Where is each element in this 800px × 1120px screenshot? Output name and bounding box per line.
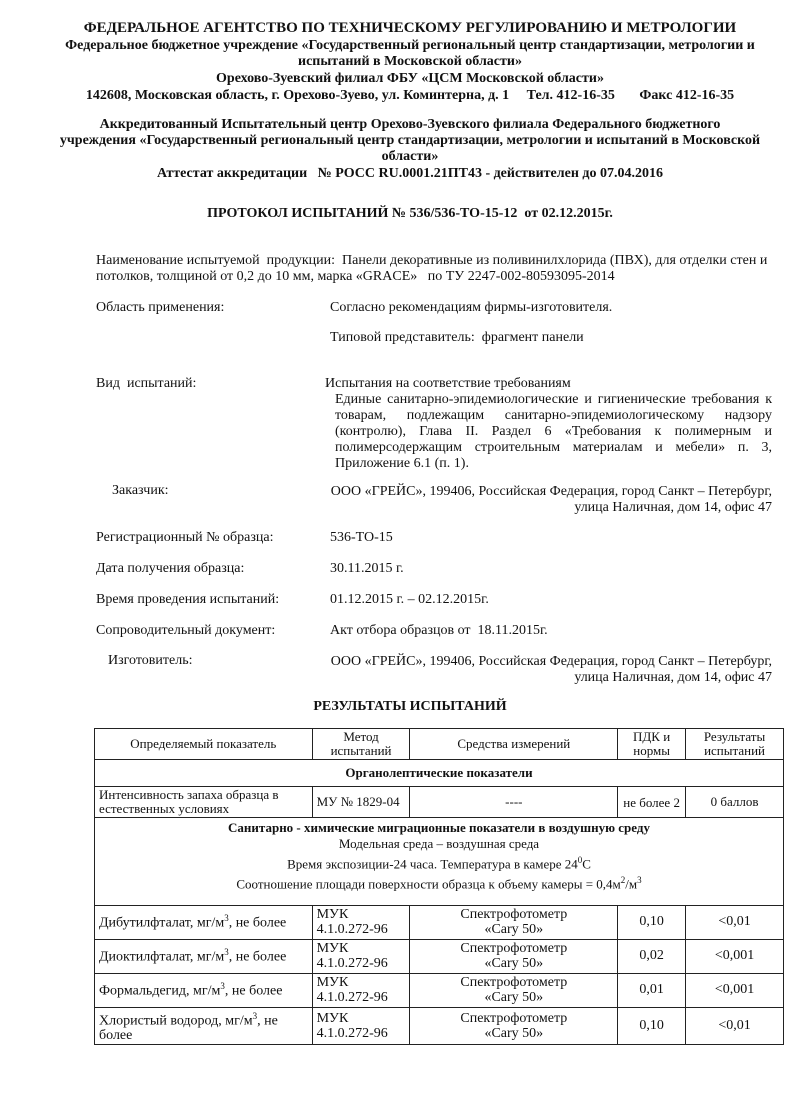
- period-value: 01.12.2015 г. – 02.12.2015г.: [330, 592, 489, 607]
- maker-value-1: ООО «ГРЕЙС», 199406, Российская Федерация, город Санкт – Петербург,: [330, 654, 772, 669]
- section-migration-ratio: [99, 872, 779, 892]
- exposure-text: Время экспозиции-24 часа. Температура в камере 24: [287, 856, 578, 872]
- cell-indicator: [95, 1007, 313, 1045]
- accreditation-line: Аттестат аккредитации № РОСС RU.0001.21ПТ43 - действителен до 07.04.2016: [157, 166, 663, 181]
- cell-means: [410, 973, 618, 1007]
- cell-method: МУК 4.1.0.272-96: [312, 973, 410, 1007]
- cell-method: МУ № 1829-04: [312, 787, 410, 818]
- means-line-1: Спектрофотометр: [460, 1010, 568, 1026]
- test-type-label: Вид испытаний:: [96, 376, 197, 391]
- ratio-sup-1: 2: [620, 875, 626, 886]
- table-row: [95, 973, 784, 1007]
- cell-result: <0,001: [686, 973, 784, 1007]
- means-line-2: «Cary 50»: [484, 1025, 544, 1041]
- reg-value: 536-ТО-15: [330, 530, 393, 545]
- institution-line-1: Федеральное бюджетное учреждение «Государственный региональный центр стандартизации, метрологии и: [65, 38, 755, 53]
- degree-sup: 0: [577, 855, 583, 865]
- product-line-2: потолков, толщиной от 0,2 до 10 мм, марка «GRACE» по ТУ 2247-002-80593095-2014: [96, 269, 615, 284]
- ratio-slash: /м: [625, 876, 638, 892]
- branch-fax: Факс 412-16-35: [639, 88, 735, 103]
- indicator-suffix: , не более: [224, 983, 283, 999]
- lab-line-3: области»: [381, 149, 439, 164]
- section-organoleptic: Органолептические показатели: [95, 760, 784, 787]
- indicator-suffix: , не более: [228, 949, 287, 965]
- period-label: Время проведения испытаний:: [96, 592, 280, 607]
- agency-title: ФЕДЕРАЛЬНОЕ АГЕНТСТВО ПО ТЕХНИЧЕСКОМУ РЕГУЛИРОВАНИЮ И МЕТРОЛОГИИ: [83, 20, 737, 36]
- doc-label: Сопроводительный документ:: [96, 623, 276, 638]
- maker-value-2: улица Наличная, дом 14, офис 47: [574, 670, 772, 685]
- cell-result: <0,01: [686, 1007, 784, 1045]
- cell-indicator: Интенсивность запаха образца в естественных условиях: [95, 787, 313, 818]
- unit-sup: 3: [252, 1010, 258, 1021]
- indicator-suffix: , не более: [228, 915, 287, 931]
- reg-label: Регистрационный № образца:: [96, 530, 274, 545]
- header-indicator: Определяемый показатель: [95, 729, 313, 760]
- cell-means: [410, 939, 618, 973]
- cell-means: [410, 1007, 618, 1045]
- section-migration-title: Санитарно - химические миграционные показатели в воздушную среду: [228, 820, 650, 835]
- received-label: Дата получения образца:: [96, 561, 245, 576]
- header-result: Результаты испытаний: [686, 729, 784, 760]
- unit-sup: 3: [220, 980, 225, 991]
- product-line-1: Наименование испытуемой продукции: Панели декоративные из поливинилхлорида (ПВХ), для отделки стен и: [96, 253, 768, 268]
- means-line-2: «Cary 50»: [484, 922, 544, 938]
- institution-line-2: испытаний в Московской области»: [298, 54, 522, 69]
- cell-indicator: [95, 939, 313, 973]
- cell-method: МУК 4.1.0.272-96: [312, 939, 410, 973]
- means-line-1: Спектрофотометр: [460, 907, 568, 923]
- header-means: Средства измерений: [410, 729, 618, 760]
- cell-limit: 0,10: [618, 1007, 686, 1045]
- table-row: [95, 1007, 784, 1045]
- received-value: 30.11.2015 г.: [330, 561, 404, 576]
- maker-label: Изготовитель:: [108, 653, 193, 668]
- section-migration-exposure: [99, 852, 779, 872]
- indicator-suffix: , не более: [99, 1013, 278, 1044]
- area-label: Область применения:: [96, 300, 225, 315]
- lab-line-2: учреждения «Государственный региональный центр стандартизации, метрологии и испытаний в Московской: [59, 133, 761, 148]
- section-row: [95, 760, 784, 787]
- indicator-text: Формальдегид, мг/м: [99, 983, 221, 999]
- cell-method: МУК 4.1.0.272-96: [312, 905, 410, 939]
- header-method: Метод испытаний: [312, 729, 410, 760]
- table-header-row: [95, 729, 784, 760]
- means-line-1: Спектрофотометр: [460, 975, 568, 991]
- cell-method: МУК 4.1.0.272-96: [312, 1007, 410, 1045]
- header-limit: ПДК и нормы: [618, 729, 686, 760]
- ratio-text: Соотношение площади поверхности образца к объему камеры = 0,4м: [236, 876, 621, 892]
- table-row: [95, 939, 784, 973]
- typical-representative: Типовой представитель: фрагмент панели: [330, 330, 584, 345]
- section-row: [95, 818, 784, 906]
- customer-value-2: улица Наличная, дом 14, офис 47: [574, 500, 772, 515]
- table-row: [95, 905, 784, 939]
- cell-limit: 0,10: [618, 905, 686, 939]
- customer-label: Заказчик:: [112, 483, 169, 498]
- means-line-2: «Cary 50»: [484, 956, 544, 972]
- cell-means: ----: [410, 787, 618, 818]
- ratio-sup-2: 3: [637, 875, 642, 886]
- cell-limit: 0,01: [618, 973, 686, 1007]
- cell-indicator: [95, 905, 313, 939]
- test-type-detail: Единые санитарно-эпидемиологические и гигиенические требования к товарам, подлежащим санитарно-эпидемиологическому надзору (контролю), Глава II. Раздел 6 «Требования к полимерным и полимерсодержащим строительным материалам и мебели» п. 3, Приложение 6.1 (п. 1).: [335, 392, 772, 471]
- means-line-2: «Cary 50»: [484, 990, 544, 1006]
- cell-limit: не более 2: [618, 787, 686, 818]
- lab-line-1: Аккредитованный Испытательный центр Орехово-Зуевского филиала Федерального бюджетного: [99, 117, 721, 132]
- cell-indicator: [95, 973, 313, 1007]
- branch-phone: Тел. 412-16-35: [526, 88, 615, 103]
- cell-result: <0,01: [686, 905, 784, 939]
- means-line-1: Спектрофотометр: [460, 941, 568, 957]
- unit-sup: 3: [224, 912, 229, 923]
- section-migration: [95, 818, 784, 906]
- section-migration-medium: Модельная среда – воздушная среда: [338, 836, 540, 851]
- customer-value-1: ООО «ГРЕЙС», 199406, Российская Федерация, город Санкт – Петербург,: [330, 484, 772, 499]
- protocol-title: ПРОТОКОЛ ИСПЫТАНИЙ № 536/536-ТО-15-12 от 02.12.2015г.: [207, 206, 613, 221]
- indicator-text: Хлористый водород, мг/м: [99, 1013, 253, 1029]
- results-table: [94, 728, 784, 1045]
- branch-address: 142608, Московская область, г. Орехово-Зуево, ул. Коминтерна, д. 1: [85, 88, 510, 103]
- branch-address-line: [60, 88, 760, 104]
- unit-sup: 3: [224, 946, 229, 957]
- branch-name: Орехово-Зуевский филиал ФБУ «ЦСМ Московской области»: [216, 71, 604, 86]
- indicator-text: Диоктилфталат, мг/м: [99, 949, 225, 965]
- results-title: РЕЗУЛЬТАТЫ ИСПЫТАНИЙ: [313, 699, 507, 714]
- doc-value: Акт отбора образцов от 18.11.2015г.: [330, 623, 548, 638]
- cell-result: <0,001: [686, 939, 784, 973]
- test-type-value: Испытания на соответствие требованиям: [325, 376, 571, 391]
- cell-result: 0 баллов: [686, 787, 784, 818]
- table-row: [95, 787, 784, 818]
- indicator-text: Дибутилфталат, мг/м: [99, 915, 225, 931]
- cell-limit: 0,02: [618, 939, 686, 973]
- exposure-unit: С: [582, 856, 591, 872]
- cell-means: [410, 905, 618, 939]
- area-value: Согласно рекомендациям фирмы-изготовителя.: [330, 300, 613, 315]
